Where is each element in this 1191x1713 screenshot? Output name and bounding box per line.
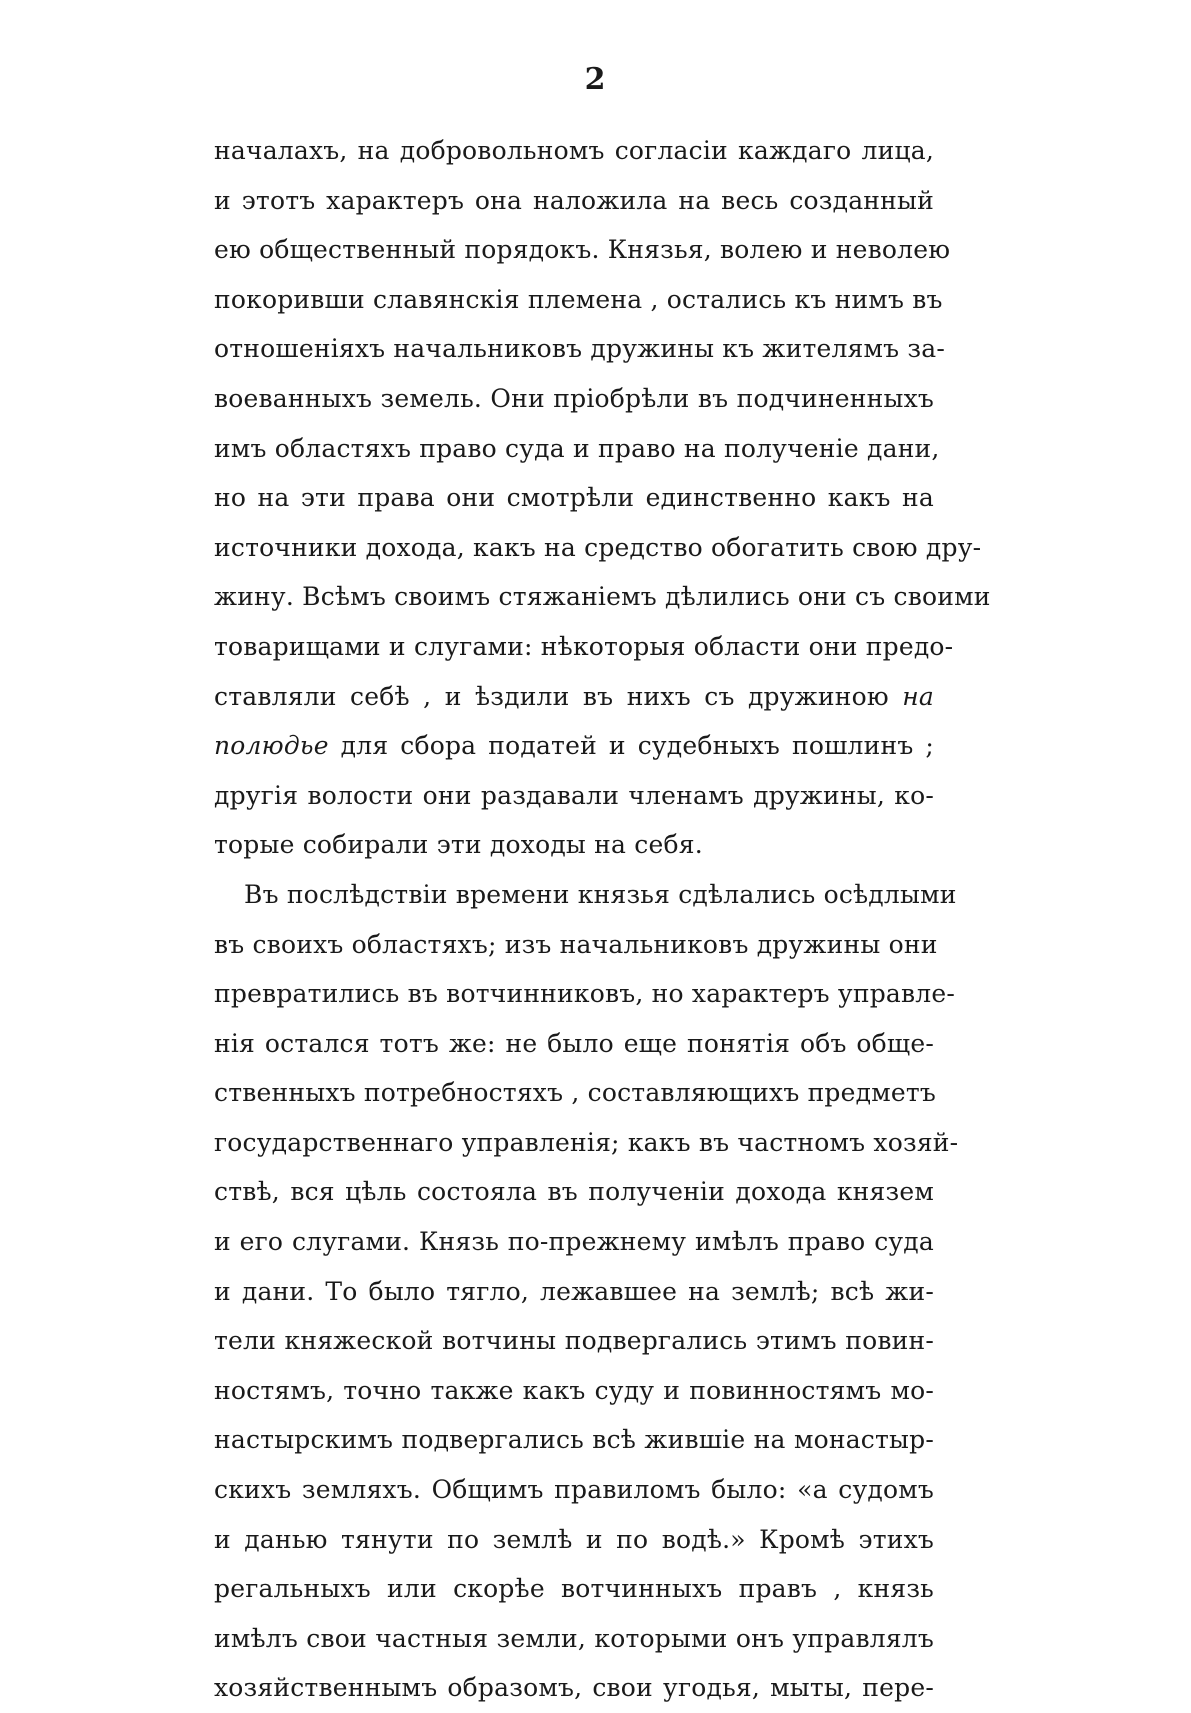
- text-line-mixed: [214, 721, 934, 771]
- text-line: и дани. То было тягло, лежавшее на землѣ; всѣ жи-: [214, 1276, 934, 1306]
- text-line: другія волости они раздавали членамъ дружины, ко-: [214, 780, 934, 810]
- text-line: началахъ, на добровольномъ согласіи каждаго лица,: [214, 136, 934, 165]
- text-line: ствѣ, вся цѣль состояла въ полученіи дохода князем: [214, 1177, 934, 1207]
- text-line: и данью тянути по землѣ и по водѣ.» Кромѣ этихъ: [214, 1524, 934, 1554]
- page-number: 2: [584, 62, 607, 97]
- text-line: источники дохода, какъ на средство обогатить свою дру-: [214, 532, 982, 562]
- body-text: [214, 126, 991, 1713]
- text-line: ственныхъ потребностяхъ , составляющихъ предметъ: [214, 1078, 937, 1108]
- text-line: Въ послѣдствіи времени князья сдѣлались осѣдлыми: [244, 879, 957, 909]
- text-line: имъ областяхъ право суда и право на полученіе дани,: [214, 433, 940, 463]
- text-line: тели княжеской вотчины подвергались этимъ повин-: [214, 1326, 934, 1356]
- text-line: торые собирали эти доходы на себя.: [214, 830, 703, 860]
- paragraph-1: [214, 126, 991, 870]
- text-line: и его слугами. Князь по-прежнему имѣлъ право суда: [214, 1227, 934, 1257]
- text-line: жину. Всѣмъ своимъ стяжаніемъ дѣлились они съ своими: [214, 582, 991, 612]
- text-line: настырскимъ подвергались всѣ жившіе на монастыр-: [214, 1425, 934, 1455]
- text-line: но на эти права они смотрѣли единственно какъ на: [214, 483, 934, 513]
- text-line: ею общественный порядокъ. Князья, волею и неволею: [214, 235, 951, 265]
- text-line-mixed: [214, 672, 934, 722]
- italic-run: на: [902, 681, 934, 711]
- text-line: государственнаго управленія; какъ въ частномъ хозяй-: [214, 1127, 959, 1157]
- text-line: покоривши славянскія племена , остались къ нимъ въ: [214, 284, 943, 314]
- text-line: нія остался тотъ же: не было еще понятія объ обще-: [214, 1028, 934, 1058]
- text-line: скихъ земляхъ. Общимъ правиломъ было: «а судомъ: [214, 1475, 934, 1505]
- text-line: имѣлъ свои частныя земли, которыми онъ управлялъ: [214, 1623, 934, 1653]
- text-line: регальныхъ или скорѣе вотчинныхъ правъ , князь: [214, 1574, 934, 1604]
- text-line: и этотъ характеръ она наложила на весь созданный: [214, 185, 934, 215]
- text-line: воеванныхъ земель. Они пріобрѣли въ подчиненныхъ: [214, 383, 934, 413]
- italic-run: полюдье: [214, 731, 329, 761]
- text-line: ностямъ, точно также какъ суду и повинностямъ мо-: [214, 1375, 934, 1405]
- text-run: ставляли себѣ , и ѣздили въ нихъ съ дружиною: [214, 681, 903, 711]
- text-run: для сбора податей и судебныхъ пошлинъ ;: [328, 731, 934, 761]
- text-line: въ своихъ областяхъ; изъ начальниковъ дружины они: [214, 929, 938, 959]
- paragraph-2: [214, 870, 959, 1713]
- text-line: отношеніяхъ начальниковъ дружины къ жителямъ за-: [214, 334, 946, 364]
- text-line: превратились въ вотчинниковъ, но характеръ управле-: [214, 979, 956, 1009]
- text-line: хозяйственнымъ образомъ, свои угодья, мыты, пере-: [214, 1673, 934, 1703]
- text-line: товарищами и слугами: нѣкоторыя области они предо-: [214, 631, 954, 661]
